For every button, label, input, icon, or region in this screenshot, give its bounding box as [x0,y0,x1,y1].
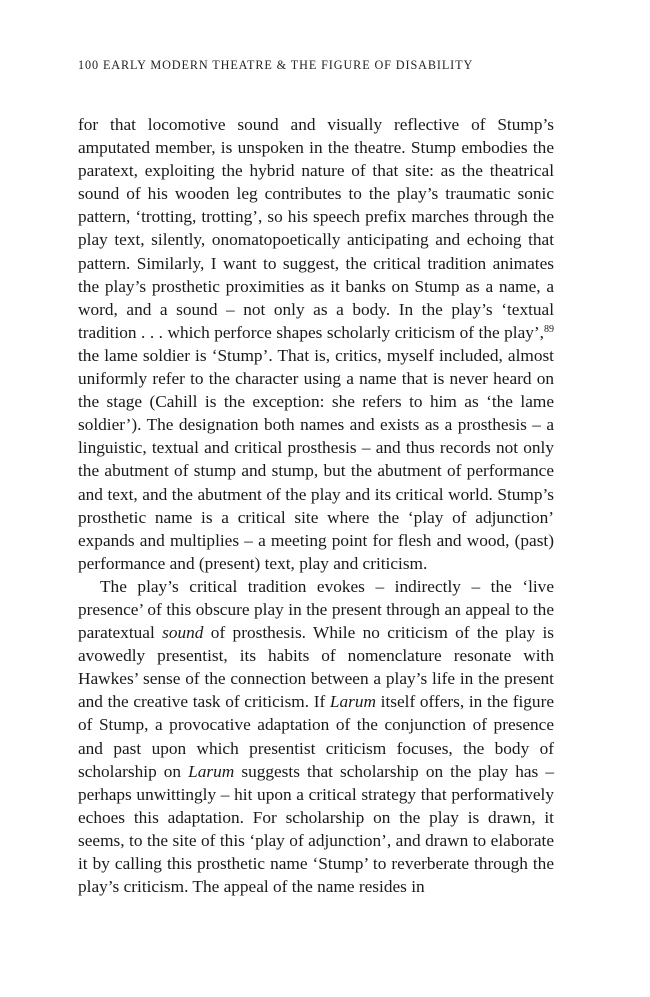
paragraph-2 [78,575,554,898]
paragraph-1-text-b: the lame soldier is ‘Stump’. That is, critics, myself included, almost uniformly refer to the character using a name that is never heard on the stage (Cahill is the exception: she refers to him as ‘the lame soldier’). The designation both names and exists as a prosthesis – a linguistic, textual and critical prosthesis – and thus records not only the abutment of stump and stump, but the abutment of performance and text, and the abutment of the play and its critical world. Stump’s prosthetic name is a critical site where the ‘play of adjunction’ expands and multiplies – a meeting point for flesh and wood, (past) performance and (present) text, play and criticism. [78,345,554,573]
paragraph-2-text-b: of prosthesis. While no criticism of the play is avowedly presentist, its habits of nomenclature resonate with Hawkes’ sense of the connection between a play’s life in the present and the creative task of criticism. If [78,623,555,712]
paragraph-2-text-d: suggests that scholarship on the play has – perhaps unwittingly – hit upon a critical strategy that performatively echoes this adaptation. For scholarship on the play is drawn, it seems, to the site of this ‘play of adjunction’, and drawn to elaborate it by calling this prosthetic name ‘Stump’ to reverberate through the play’s criticism. The appeal of the name resides in [78,761,554,897]
running-head [78,58,554,73]
body-text [78,113,554,898]
paragraph-1 [78,113,554,575]
footnote-marker: 89 [544,323,554,335]
emphasis-larum-title-2: Larum [188,761,235,781]
page-number: 100 [78,58,99,72]
paragraph-2-text-a: The play’s critical tradition evokes – indirectly – the ‘live presence’ of this obscure play in the present through an appeal to the paratextual [78,576,554,643]
paragraph-1-text-a: for that locomotive sound and visually reflective of Stump’s amputated member, is unspoken in the theatre. Stump embodies the paratext, exploiting the hybrid nature of that site: as the theatrical sound of his wooden leg contributes to the play’s traumatic sonic pattern, ‘trotting, trotting’, so his speech prefix marches through the play text, silently, onomatopoetically anticipating and echoing that pattern. Similarly, I want to suggest, the critical tradition animates the play’s prosthetic proximities as it banks on Stump as a name, a word, and a sound – not only as a body. In the play’s ‘textual tradition . . . which perforce shapes scholarly criticism of the play’, [78,115,554,342]
emphasis-sound: sound [162,623,204,643]
running-title: EARLY MODERN THEATRE & THE FIGURE OF DISABILITY [102,58,474,72]
paragraph-2-text-c: itself offers, in the figure of Stump, a provocative adaptation of the conjunction of presence and past upon which presentist criticism focuses, the body of scholarship on [78,692,555,781]
emphasis-larum-title: Larum [329,692,377,712]
